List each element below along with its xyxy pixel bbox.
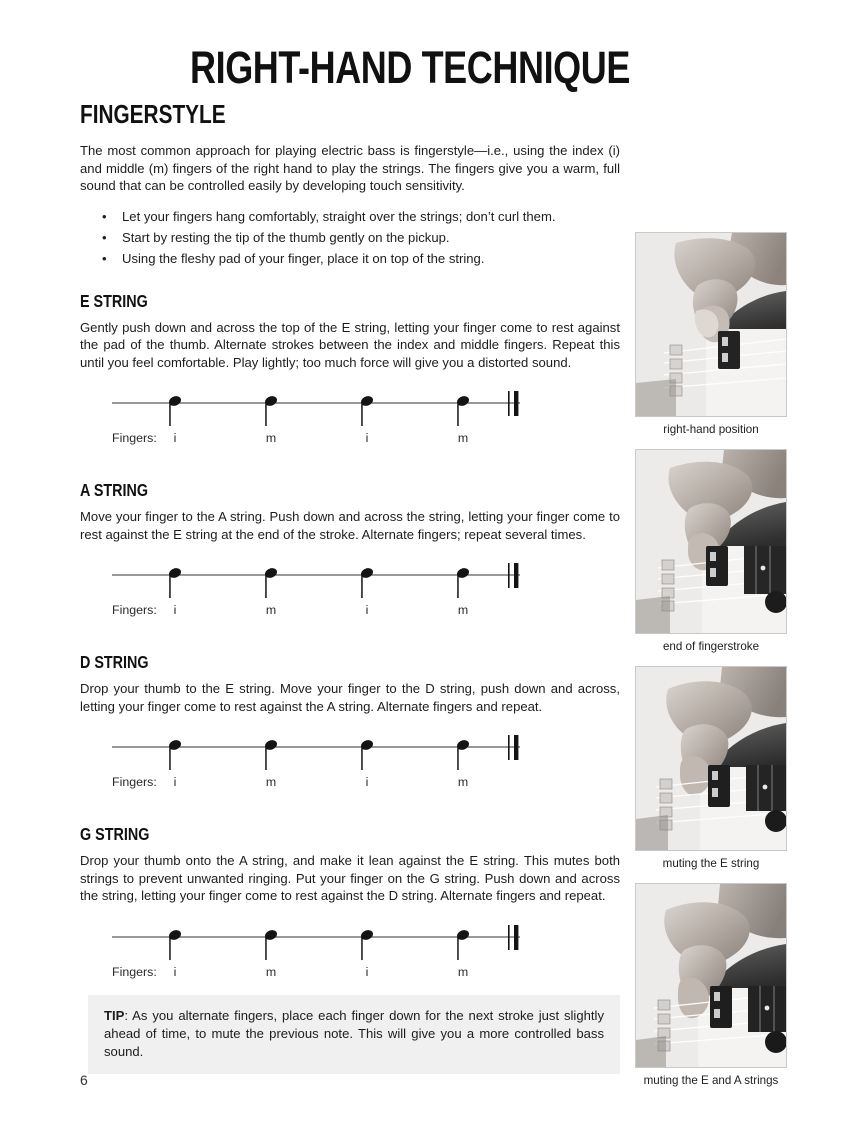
photo-muting-e-and-a-strings [635,883,787,1068]
string-section-e [80,292,620,460]
fingers-label: Fingers: [112,431,157,445]
subsection-heading: A STRING [80,480,149,500]
subsection-heading: E STRING [80,290,148,311]
fingering-mark: m [265,775,277,789]
photo-muting-e-string [635,666,787,851]
photo-caption: end of fingerstroke [662,640,760,653]
photo-end-of-fingerstroke [635,449,787,634]
fingering-row [80,965,620,983]
notation-staff-a [80,557,620,631]
list-item: • Let your fingers hang comfortably, straight over the strings; don’t curl them. [80,206,620,227]
fingering-mark: i [365,964,369,979]
fingers-label: Fingers: [112,964,157,979]
string-section-d [80,653,620,803]
fingering-mark: i [173,431,177,445]
subsection-heading: D STRING [80,652,149,672]
fingering-mark: m [265,431,277,445]
fingering-mark: m [265,964,277,979]
subsection-text: Drop your thumb to the E string. Move your finger to the D string, push down and across, letting your finger come to rest against the A string. Alternate fingers and repeat. [80,681,620,714]
fingering-mark: i [365,775,369,789]
photo-caption: muting the E and A strings [643,1074,779,1087]
fingers-label: Fingers: [112,603,157,617]
fingering-mark: m [457,964,469,979]
photo-item [635,232,787,437]
fingering-row [80,775,620,793]
photo-right-hand-position [635,232,787,417]
fingers-label: Fingers: [112,775,157,789]
subsection-heading: G STRING [80,824,150,844]
main-text-column [80,142,620,993]
page-title-container [80,42,630,93]
notation-staff-e [80,385,620,459]
fingering-mark: i [173,775,177,789]
notation-staff-g [80,919,620,993]
tip-body: : As you alternate fingers, place each finger down for the next stroke just slightly ahead of time, to mute the previous note. This will give you a more controlled bass sound. [104,1008,604,1059]
photo-item [635,666,787,871]
photo-item [635,449,787,654]
photo-caption: muting the E string [662,857,760,870]
fingering-mark: i [365,431,369,445]
fingering-mark: m [457,431,469,445]
tip-text [104,1007,604,1061]
subsection-text: Move your finger to the A string. Push down and across the string, letting your finger come to rest against the E string at the end of the stroke. Alternate fingers; repeat several times. [80,509,620,542]
list-item: • Using the fleshy pad of your finger, place it on top of the string. [80,248,620,269]
fingering-row [80,431,620,449]
string-section-g [80,825,620,993]
fingering-mark: m [457,775,469,789]
fingering-mark: i [365,603,369,617]
string-section-a [80,481,620,631]
photo-column [635,232,787,1100]
page-title: RIGHT-HAND TECHNIQUE [190,42,630,93]
fingering-mark: m [457,603,469,617]
notation-staff-d [80,729,620,803]
tip-label: TIP [104,1008,125,1023]
intro-bullet-list [80,206,620,269]
fingering-row [80,603,620,621]
section-title-fingerstyle: FINGERSTYLE [80,99,226,129]
subsection-text: Gently push down and across the top of the E string, letting your finger come to rest against the pad of the thumb. Alternate strokes between the index and middle fingers. Repeat this until you feel comfortable. Play lightly; too much force will give you a distorted sound. [80,319,620,370]
list-item: • Start by resting the tip of the thumb gently on the pickup. [80,227,620,248]
intro-paragraph: The most common approach for playing electric bass is fingerstyle—i.e., using the index (i) and middle (m) fingers of the right hand to play the strings. The fingers give you a warm, full sound that can be controlled easily by developing touch sensitivity. [80,143,620,193]
tip-callout-box [88,995,620,1074]
fingering-mark: i [173,603,177,617]
fingering-mark: i [173,964,177,979]
subsection-text: Drop your thumb onto the A string, and make it lean against the E string. This mutes both strings to prevent unwanted ringing. Put your finger on the G string. Push down and across the string, letting your finger come to rest against the D string. Alternate fingers and repeat. [80,853,620,903]
photo-caption: right-hand position [663,423,759,436]
photo-item [635,883,787,1088]
fingering-mark: m [265,603,277,617]
page-number: 6 [80,1072,88,1088]
